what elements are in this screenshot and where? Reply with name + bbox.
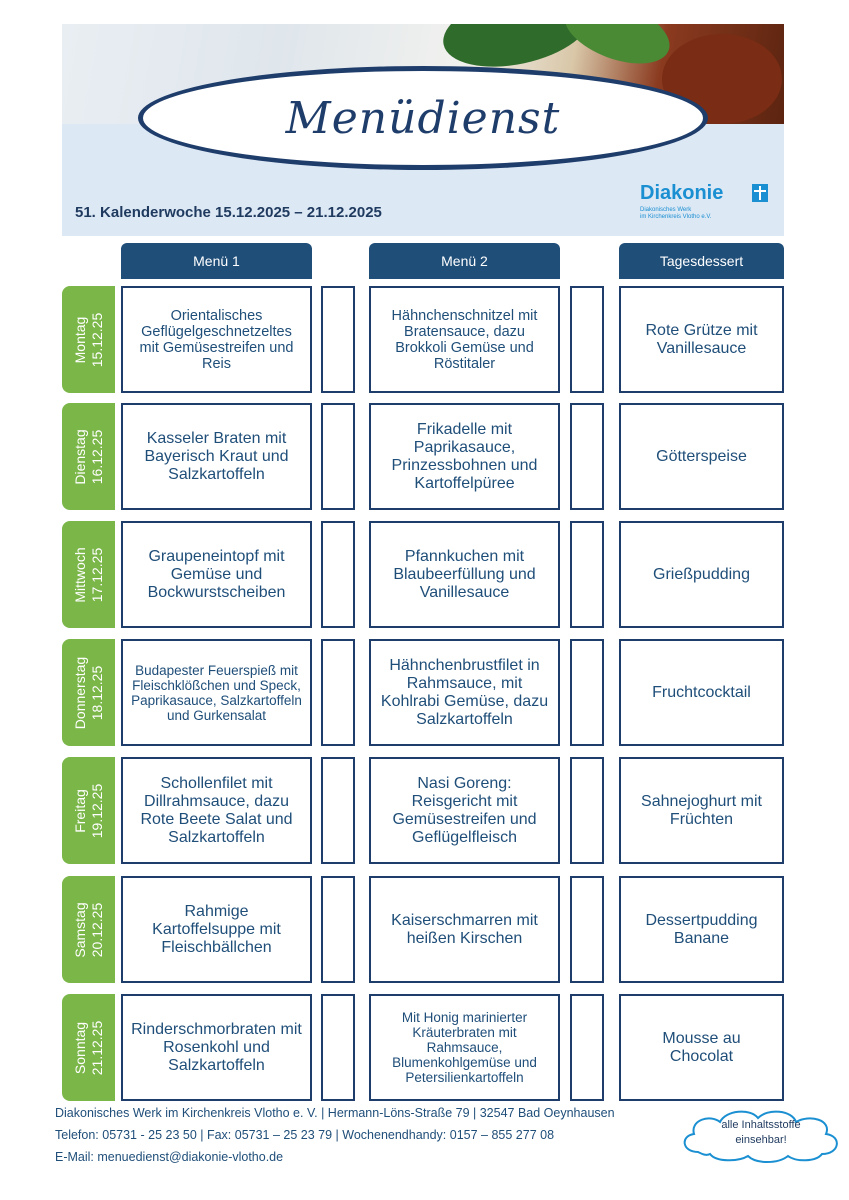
- day-tab: [62, 403, 115, 510]
- menu2-checkbox[interactable]: [570, 876, 604, 983]
- day-tab: [62, 994, 115, 1101]
- day-tab: [62, 757, 115, 864]
- day-date: 18.12.25: [88, 665, 105, 720]
- menu2-cell: Mit Honig marinierter Kräuterbraten mit Rahmsauce, Blumenkohlgemüse und Petersilienkartoffeln: [369, 994, 560, 1101]
- column-header-dessert: Tagesdessert: [619, 243, 784, 279]
- cross-icon: [752, 184, 768, 202]
- footer-address: Diakonisches Werk im Kirchenkreis Vlotho e. V. | Hermann-Löns-Straße 79 | 32547 Bad Oeynhausen: [55, 1106, 615, 1120]
- dessert-cell: Mousse au Chocolat: [619, 994, 784, 1101]
- menu2-cell: Frikadelle mit Paprikasauce, Prinzessbohnen und Kartoffelpüree: [369, 403, 560, 510]
- dessert-cell: Sahnejoghurt mit Früchten: [619, 757, 784, 864]
- logo-subtitle: Diakonisches Werk im Kirchenkreis Vlotho e.V.: [640, 207, 712, 220]
- menu1-cell: Budapester Feuerspieß mit Fleischklößchen und Speck, Paprikasauce, Salzkartoffeln und Gurkensalat: [121, 639, 312, 746]
- dessert-cell: Rote Grütze mit Vanillesauce: [619, 286, 784, 393]
- menu2-cell: Nasi Goreng: Reisgericht mit Gemüsestreifen und Geflügelfleisch: [369, 757, 560, 864]
- day-name: Montag: [71, 316, 88, 363]
- title-banner: [138, 66, 708, 170]
- column-header-menu2: Menü 2: [369, 243, 560, 279]
- menu1-cell: Rahmige Kartoffelsuppe mit Fleischbällchen: [121, 876, 312, 983]
- day-date: 16.12.25: [88, 429, 105, 484]
- day-date: 20.12.25: [88, 902, 105, 957]
- footer-email[interactable]: E-Mail: menuedienst@diakonie-vlotho.de: [55, 1150, 284, 1164]
- menu2-cell: Hähnchenschnitzel mit Bratensauce, dazu Brokkoli Gemüse und Röstitaler: [369, 286, 560, 393]
- day-date: 15.12.25: [88, 312, 105, 367]
- dessert-cell: Fruchtcocktail: [619, 639, 784, 746]
- menu1-checkbox[interactable]: [321, 286, 355, 393]
- day-tab: [62, 521, 115, 628]
- menu2-checkbox[interactable]: [570, 639, 604, 746]
- menu1-cell: Kasseler Braten mit Bayerisch Kraut und Salzkartoffeln: [121, 403, 312, 510]
- dessert-cell: Dessertpudding Banane: [619, 876, 784, 983]
- menu1-checkbox[interactable]: [321, 639, 355, 746]
- day-date: 21.12.25: [88, 1020, 105, 1075]
- menu1-checkbox[interactable]: [321, 757, 355, 864]
- menu1-checkbox[interactable]: [321, 521, 355, 628]
- allergen-note: alle Inhaltsstoffe einsehbar!: [721, 1119, 801, 1146]
- menu1-checkbox[interactable]: [321, 403, 355, 510]
- footer-phone: Telefon: 05731 - 25 23 50 | Fax: 05731 – 25 23 79 | Wochenendhandy: 0157 – 855 277 08: [55, 1128, 555, 1142]
- week-label: 51. Kalenderwoche 15.12.2025 – 21.12.2025: [75, 204, 382, 221]
- column-header-menu1: Menü 1: [121, 243, 312, 279]
- menu2-checkbox[interactable]: [570, 403, 604, 510]
- day-date: 17.12.25: [88, 547, 105, 602]
- menu1-cell: Graupeneintopf mit Gemüse und Bockwurstscheiben: [121, 521, 312, 628]
- day-tab: [62, 286, 115, 393]
- logo-name: Diakonie: [640, 182, 724, 204]
- menu1-checkbox[interactable]: [321, 994, 355, 1101]
- day-name: Samstag: [71, 901, 88, 958]
- menu2-checkbox[interactable]: [570, 994, 604, 1101]
- day-name: Freitag: [71, 788, 88, 833]
- day-name: Dienstag: [71, 428, 88, 485]
- menu1-cell: Orientalisches Geflügelgeschnetzeltes mit Gemüsestreifen und Reis: [121, 286, 312, 393]
- menu2-checkbox[interactable]: [570, 521, 604, 628]
- day-name: Sonntag: [71, 1021, 88, 1074]
- dessert-cell: Götterspeise: [619, 403, 784, 510]
- menu2-checkbox[interactable]: [570, 286, 604, 393]
- day-date: 19.12.25: [88, 783, 105, 838]
- menu1-checkbox[interactable]: [321, 876, 355, 983]
- diakonie-logo: [640, 182, 780, 226]
- day-name: Donnerstag: [71, 656, 88, 729]
- day-tab: [62, 876, 115, 983]
- menu2-cell: Kaiserschmarren mit heißen Kirschen: [369, 876, 560, 983]
- page-title: Menüdienst: [285, 92, 561, 144]
- menu2-checkbox[interactable]: [570, 757, 604, 864]
- menu1-cell: Rinderschmorbraten mit Rosenkohl und Salzkartoffeln: [121, 994, 312, 1101]
- menu1-cell: Schollenfilet mit Dillrahmsauce, dazu Rote Beete Salat und Salzkartoffeln: [121, 757, 312, 864]
- menu2-cell: Hähnchenbrustfilet in Rahmsauce, mit Kohlrabi Gemüse, dazu Salzkartoffeln: [369, 639, 560, 746]
- day-tab: [62, 639, 115, 746]
- menu2-cell: Pfannkuchen mit Blaubeerfüllung und Vanillesauce: [369, 521, 560, 628]
- day-name: Mittwoch: [71, 546, 88, 603]
- dessert-cell: Grießpudding: [619, 521, 784, 628]
